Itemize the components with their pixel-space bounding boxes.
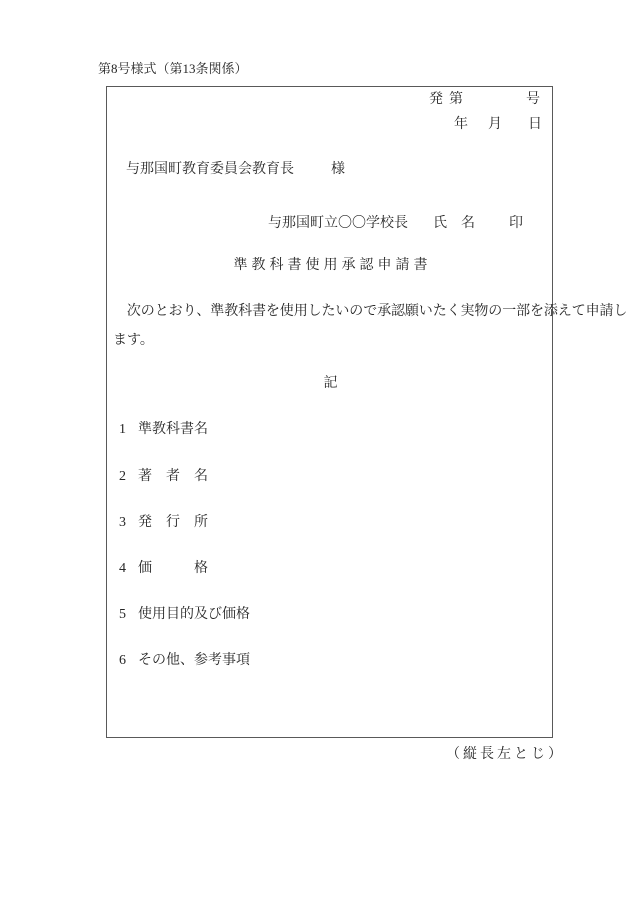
list-item-1 (119, 422, 208, 438)
issue-suffix-go: 号 (526, 92, 540, 107)
item-label: その他、参考事項 (138, 653, 250, 668)
item-label: 価 格 (138, 561, 208, 576)
document-title: 準教科書使用承認申請書 (233, 258, 432, 273)
item-number: 5 (119, 607, 126, 622)
sender-school-title: 与那国町立〇〇学校長 (268, 216, 408, 231)
date-day-label: 日 (528, 117, 542, 132)
item-number: 4 (119, 561, 126, 576)
issue-prefix-hatsu: 発 (429, 92, 443, 107)
issue-prefix-dai: 第 (449, 92, 463, 107)
list-item-5 (119, 607, 250, 623)
item-label: 準教科書名 (138, 422, 208, 437)
addressee-name: 与那国町教育委員会教育長 (126, 162, 294, 177)
item-number: 1 (119, 422, 126, 437)
seal-mark: 印 (509, 216, 523, 231)
item-label: 発 行 所 (138, 515, 208, 530)
item-number: 2 (119, 469, 126, 484)
form-number-label: 第8号様式（第13条関係） (98, 61, 248, 76)
ki-heading: 記 (323, 376, 338, 391)
date-year-label: 年 (454, 117, 468, 132)
item-label: 著 者 名 (138, 469, 208, 484)
list-item-6 (119, 653, 250, 669)
body-text-line-2: ます。 (113, 333, 154, 348)
item-number: 3 (119, 515, 126, 530)
list-item-3 (119, 515, 208, 531)
sender-name-label: 氏 名 (433, 216, 475, 231)
list-item-4 (119, 561, 208, 577)
date-month-label: 月 (488, 117, 502, 132)
item-label: 使用目的及び価格 (138, 607, 250, 622)
document-border-box (106, 86, 628, 738)
body-text-line-1: 次のとおり、準教科書を使用したいので承認願いたく実物の一部を添えて申請し (113, 304, 628, 319)
binding-orientation-note: （縦長左とじ） (446, 747, 565, 762)
addressee-honorific: 様 (331, 162, 345, 177)
list-item-2 (119, 469, 208, 485)
item-number: 6 (119, 653, 126, 668)
